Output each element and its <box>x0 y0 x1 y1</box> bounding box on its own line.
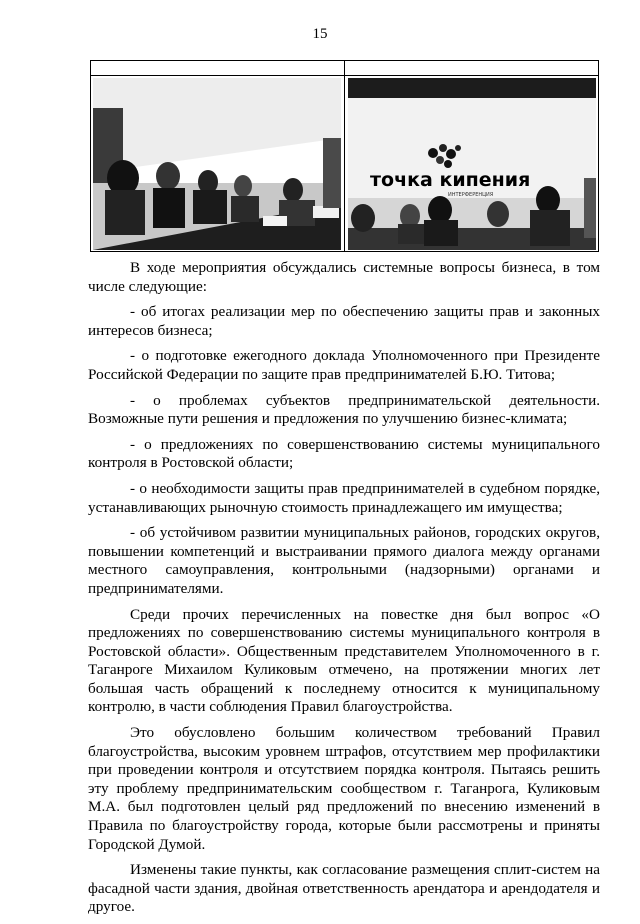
table-column-divider <box>344 61 345 251</box>
paragraph-changes: Изменены такие пункты, как согласование размещения сплит-систем на фасадной части здания, двойная ответственность арендатора и арендодателя и другое. <box>88 861 600 916</box>
page-number: 15 <box>312 26 328 42</box>
paragraph-agenda: Среди прочих перечисленных на повестке дня был вопрос «О предложениях по совершенствованию системы муниципального контроля в Ростовской области». Общественным представителем Уполномоченного в г. Таганроге Михаилом Куликовым отмечено, на протяжении многих лет большая часть обращений к последнему относится к муниципальному контролю, в части соблюдения Правил благоустройства. <box>88 605 600 716</box>
list-item-results: - об итогах реализации мер по обеспечению защиты прав и законных интересов бизнеса; <box>88 303 600 339</box>
list-item-report: - о подготовке ежегодного доклада Уполномоченного при Президенте Российской Федерации по защите прав предпринимателей Б.Ю. Титова; <box>88 347 600 383</box>
body-text <box>88 259 600 924</box>
list-item-sustainable-development: - об устойчивом развитии муниципальных районов, городских округов, повышении компетенций и выстраивании прямого диалога между органами местного самоуправления, контрольными (надзорными) органами и предпринимателями. <box>88 524 600 597</box>
banner-subtitle: ИНТЕРФЕРЕНЦИЯ <box>448 192 494 198</box>
list-item-court-protection: - о необходимости защиты прав предпринимателей в судебном порядке, устанавливающих рыночную стоимость принадлежащего им имущества; <box>88 479 600 516</box>
paragraph-reasons: Это обусловлено большим количеством требований Правил благоустройства, высоким уровнем штрафов, отсутствием мер профилактики при проведении контроля и отсутствием порядка контроля. Пытаясь решить эту проблему предпринимательским сообществом г. Таганрога, Куликовым М.А. был подготовлен целый ряд предложений по внесению изменений в Правила по благоустройству города, которые были рассмотрены и приняты Городской Думой. <box>88 724 600 853</box>
paragraph-intro: В ходе мероприятия обсуждались системные вопросы бизнеса, в том числе следующие: <box>88 259 600 295</box>
meeting-photo-right <box>348 78 596 250</box>
meeting-photo-left <box>93 78 341 250</box>
list-item-problems: - о проблемах субъектов предпринимательской деятельности. Возможные пути решения и предложения по улучшению бизнес-климата; <box>88 391 600 428</box>
list-item-control-proposals: - о предложениях по совершенствованию системы муниципального контроля в Ростовской области; <box>88 435 600 472</box>
banner-title: точка кипения <box>370 169 531 191</box>
photo-table <box>90 60 599 252</box>
